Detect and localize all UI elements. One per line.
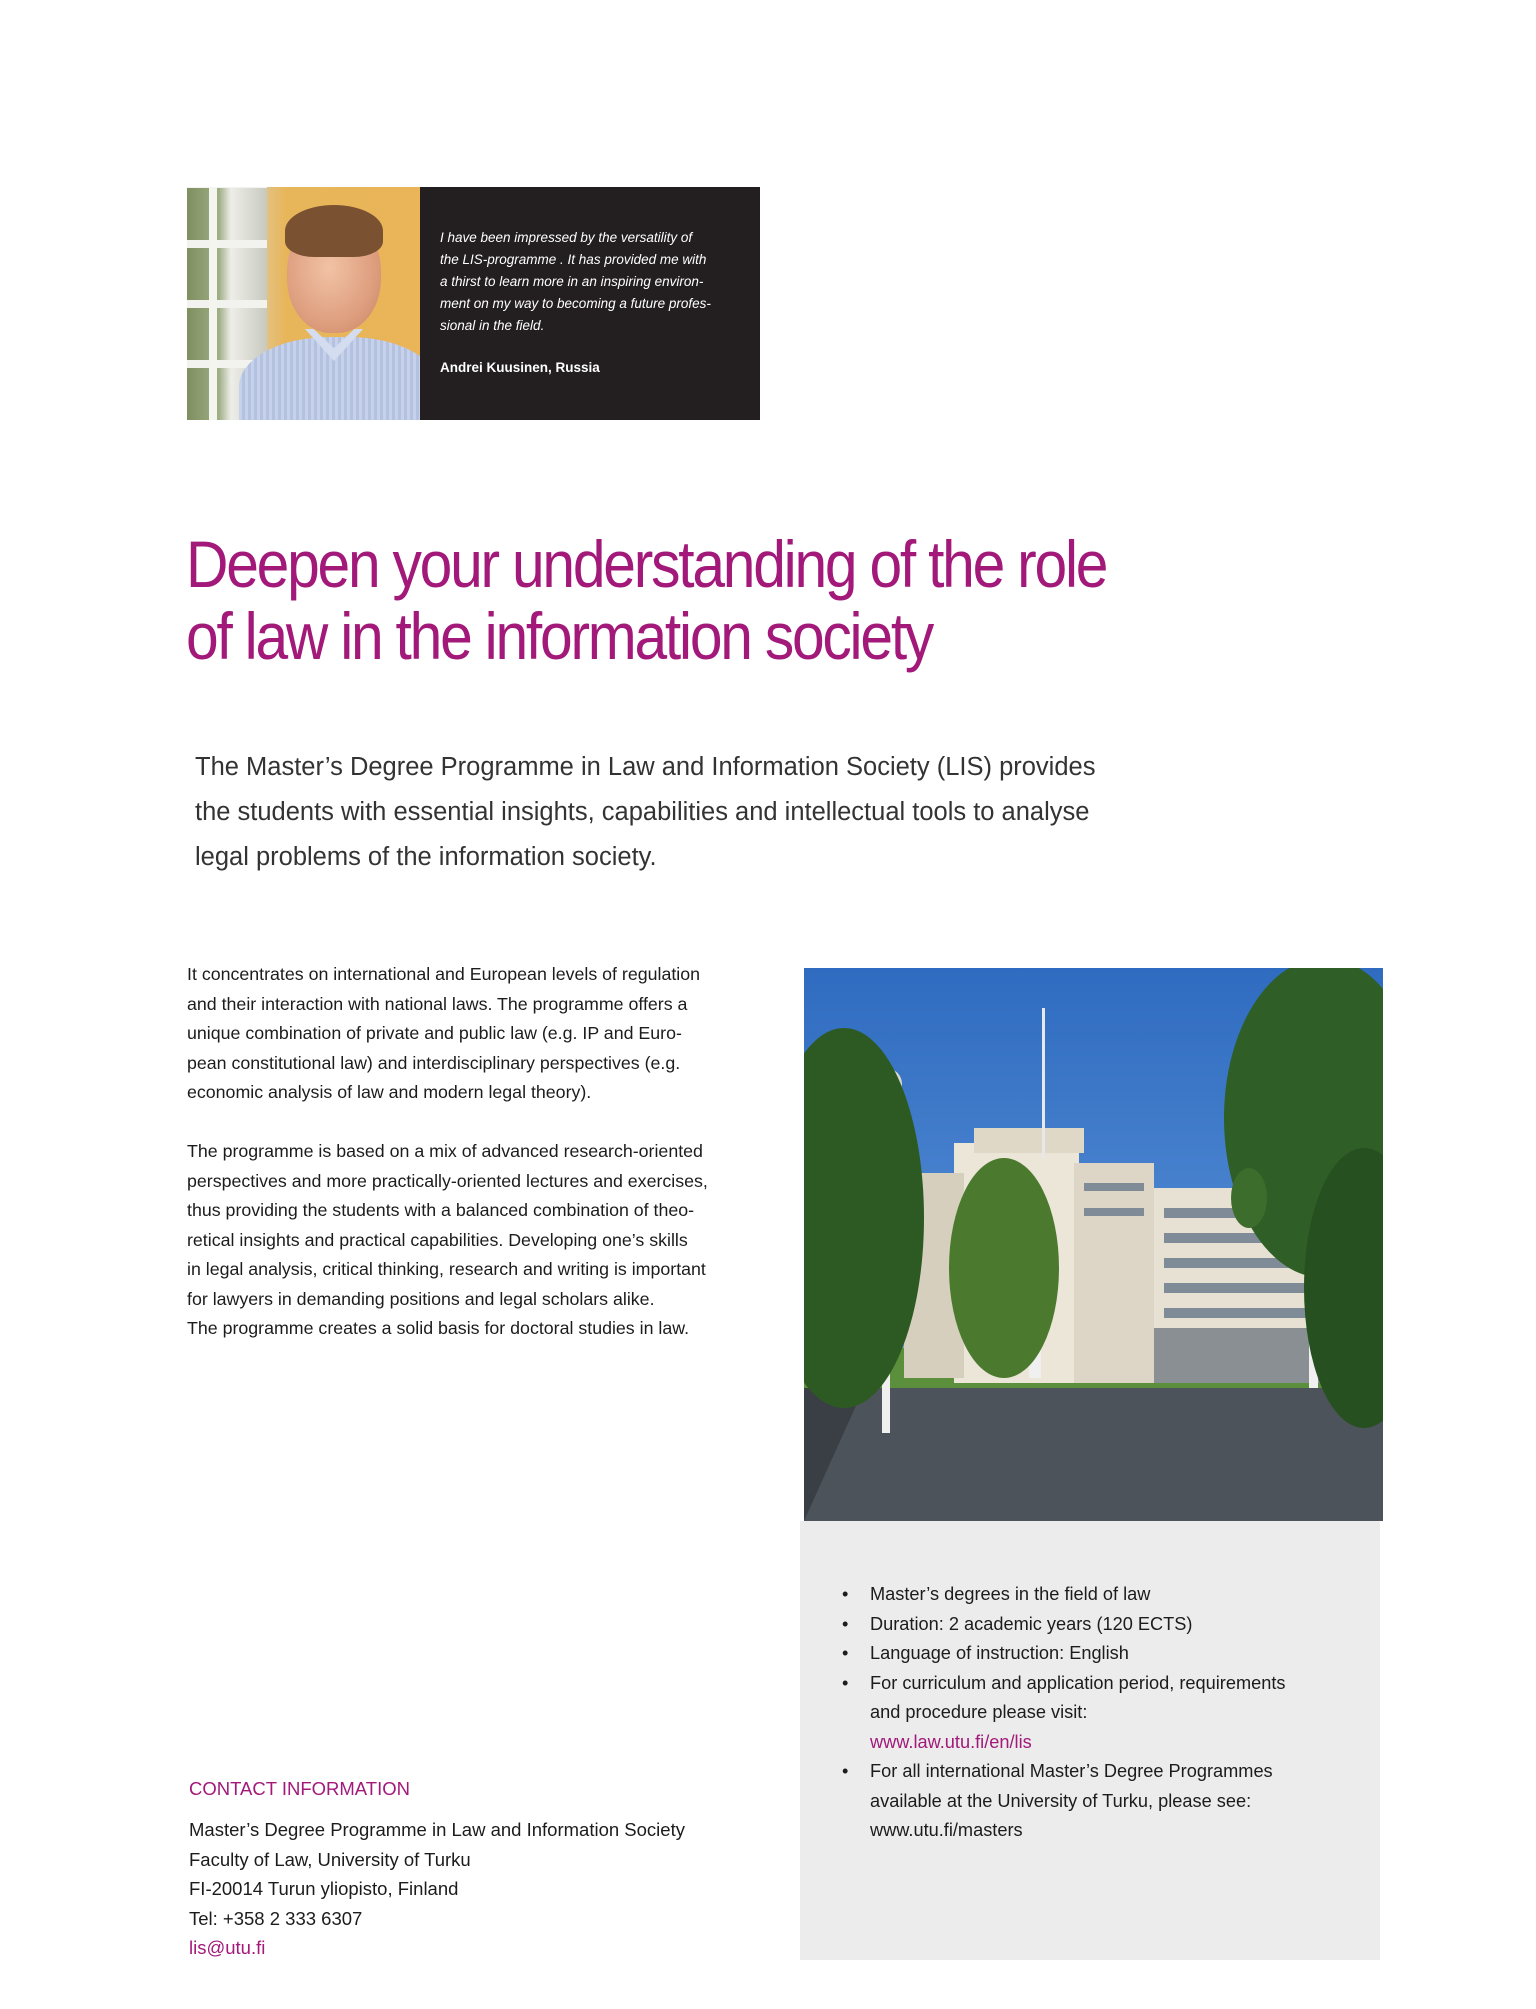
campus-scene	[804, 968, 1383, 1521]
programme-facts-box	[800, 1521, 1380, 1960]
list-item	[842, 1757, 1362, 1846]
body-line: and their interaction with national laws. The programme offers a	[187, 993, 688, 1014]
body-line: pean constitutional law) and interdisciplinary perspectives (e.g.	[187, 1052, 681, 1073]
quote-line: the LIS-programme . It has provided me with	[440, 252, 707, 267]
bullet: •	[842, 1761, 849, 1781]
fact-text: Language of instruction: English	[870, 1643, 1129, 1663]
contact-email-link[interactable]: lis@utu.fi	[189, 1937, 266, 1958]
bullet: •	[842, 1613, 849, 1634]
lead-line: legal problems of the information society.	[195, 843, 657, 871]
fact-text: Duration: 2 academic years (120 ECTS)	[870, 1613, 1193, 1634]
lis-programme-link[interactable]: www.law.utu.fi/en/lis	[870, 1731, 1032, 1752]
contact-programme: Master’s Degree Programme in Law and Information Society	[189, 1819, 685, 1840]
fact-text: For all international Master’s Degree Programmes	[870, 1761, 1273, 1781]
body-paragraph-1	[187, 960, 777, 1108]
portrait-hair	[285, 205, 383, 257]
student-portrait-photo	[187, 187, 420, 420]
body-line: for lawyers in demanding positions and legal scholars alike.	[187, 1288, 655, 1309]
contact-address: FI-20014 Turun yliopisto, Finland	[189, 1878, 459, 1899]
fact-text: For curriculum and application period, requirements	[870, 1672, 1286, 1693]
fact-text: available at the University of Turku, please see:	[870, 1790, 1252, 1811]
body-line: It concentrates on international and European levels of regulation	[187, 964, 701, 984]
list-item	[842, 1639, 1362, 1669]
headline-line-2: of law in the information society	[186, 599, 933, 673]
body-line: thus providing the students with a balanced combination of theo-	[187, 1200, 695, 1220]
window-post	[209, 187, 217, 420]
testimonial-block	[187, 187, 760, 420]
body-line: The programme creates a solid basis for doctoral studies in law.	[187, 1318, 690, 1338]
body-line: retical insights and practical capabilities. Developing one’s skills	[187, 1229, 688, 1250]
body-line: unique combination of private and public law (e.g. IP and Euro-	[187, 1023, 682, 1043]
contact-faculty: Faculty of Law, University of Turku	[189, 1848, 471, 1870]
lead-line: the students with essential insights, capabilities and intellectual tools to analyse	[195, 798, 1090, 826]
facts-list	[842, 1580, 1362, 1846]
page-headline	[186, 528, 1165, 672]
testimonial-quote	[440, 227, 742, 337]
body-text	[187, 960, 777, 1373]
list-item	[842, 1580, 1362, 1610]
testimonial-author: Andrei Kuusinen, Russia	[440, 360, 600, 375]
quote-line: a thirst to learn more in an inspiring environ-	[440, 274, 704, 289]
body-line: economic analysis of law and modern legal theory).	[187, 1082, 592, 1102]
list-item	[842, 1610, 1362, 1640]
headline-line-1: Deepen your understanding of the role	[186, 527, 1107, 601]
body-line: in legal analysis, critical thinking, research and writing is important	[187, 1259, 706, 1279]
campus-building-photo	[804, 968, 1383, 1521]
quote-box	[420, 187, 760, 420]
lead-paragraph	[195, 745, 1215, 880]
quote-line: sional in the field.	[440, 318, 545, 333]
fact-text: and procedure please visit:	[870, 1702, 1088, 1722]
lead-line: The Master’s Degree Programme in Law and Information Society (LIS) provides	[195, 753, 1096, 781]
body-line: perspectives and more practically-oriented lectures and exercises,	[187, 1170, 708, 1191]
bullet: •	[842, 1672, 849, 1693]
contact-phone: Tel: +358 2 333 6307	[189, 1907, 363, 1929]
quote-line: ment on my way to becoming a future profes-	[440, 296, 711, 311]
contact-information	[189, 1775, 789, 1963]
quote-line: I have been impressed by the versatility of	[440, 230, 693, 245]
list-item	[842, 1669, 1362, 1758]
body-line: The programme is based on a mix of advanced research-oriented	[187, 1141, 703, 1161]
masters-programmes-link[interactable]: www.utu.fi/masters	[870, 1820, 1023, 1840]
bullet: •	[842, 1643, 849, 1663]
body-paragraph-2	[187, 1137, 777, 1344]
contact-heading: CONTACT INFORMATION	[189, 1778, 410, 1799]
bullet: •	[842, 1584, 849, 1604]
fact-text: Master’s degrees in the field of law	[870, 1584, 1151, 1604]
